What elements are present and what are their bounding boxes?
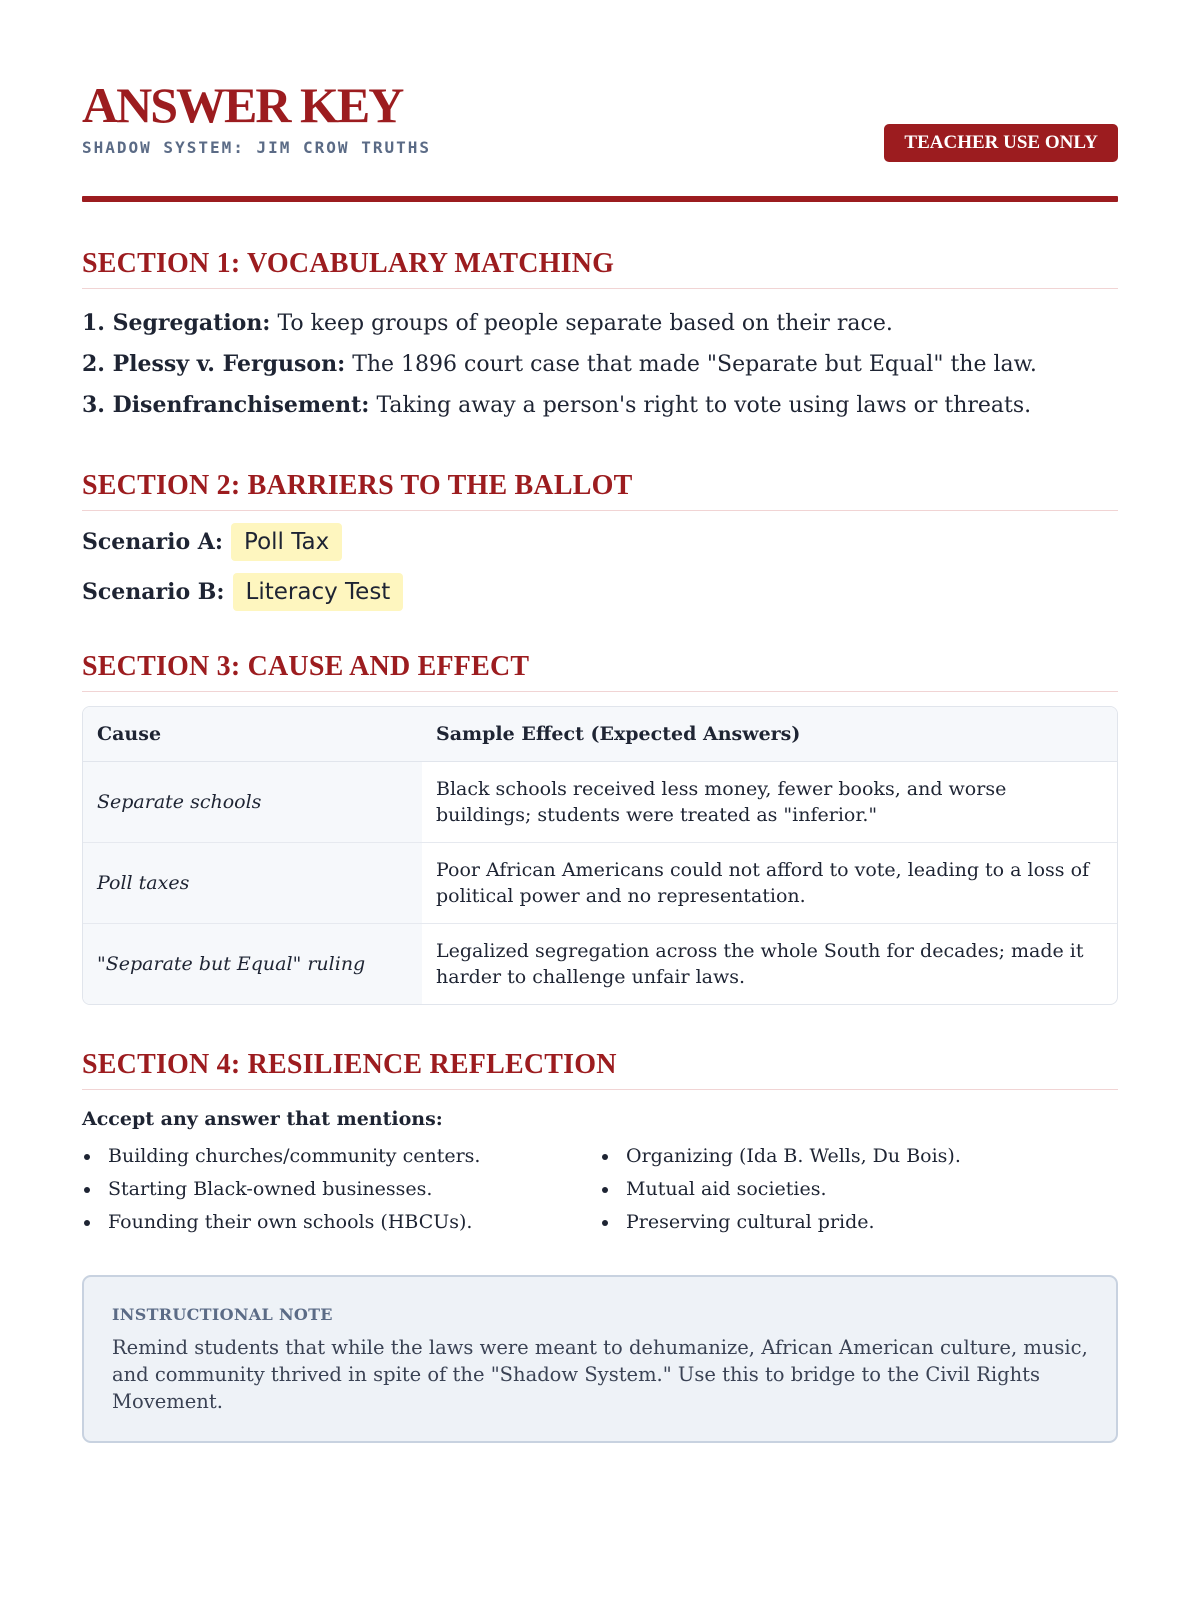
scenario-label: Scenario B: bbox=[82, 579, 225, 605]
section-2-title: SECTION 2: BARRIERS TO THE BALLOT bbox=[82, 470, 1118, 511]
page-title: ANSWER KEY bbox=[82, 77, 403, 133]
list-item: Organizing (Ida B. Wells, Du Bois). bbox=[600, 1140, 1118, 1173]
note-title: INSTRUCTIONAL NOTE bbox=[112, 1305, 333, 1324]
bullet-column-right bbox=[600, 1140, 1118, 1239]
section-3-title: SECTION 3: CAUSE AND EFFECT bbox=[82, 651, 1118, 692]
effect-cell: Black schools received less money, fewer books, and worse buildings; students were treated as "inferior." bbox=[436, 778, 1007, 826]
list-item: Founding their own schools (HBCUs). bbox=[82, 1206, 600, 1239]
vocab-term: 1. Segregation: bbox=[82, 310, 271, 336]
vocab-item bbox=[82, 385, 1118, 426]
vocab-item bbox=[82, 344, 1118, 385]
list-item: Building churches/community centers. bbox=[82, 1140, 600, 1173]
list-item: Mutual aid societies. bbox=[600, 1173, 1118, 1206]
scenario-answer: Literacy Test bbox=[233, 573, 404, 611]
column-header-effect: Sample Effect (Expected Answers) bbox=[436, 723, 801, 745]
accept-intro: Accept any answer that mentions: bbox=[82, 1108, 443, 1130]
table-row bbox=[83, 924, 1117, 1004]
table-row bbox=[83, 843, 1117, 924]
list-item: Starting Black-owned businesses. bbox=[82, 1173, 600, 1206]
effect-cell: Poor African Americans could not afford to vote, leading to a loss of political power and no representation. bbox=[436, 859, 1090, 907]
page-subtitle: SHADOW SYSTEM: JIM CROW TRUTHS bbox=[82, 138, 431, 157]
instructional-note bbox=[82, 1275, 1118, 1443]
effect-cell: Legalized segregation across the whole South for decades; made it harder to challenge unfair laws. bbox=[436, 940, 1084, 988]
teacher-use-badge: TEACHER USE ONLY bbox=[884, 124, 1118, 162]
cause-cell: Poll taxes bbox=[83, 843, 422, 923]
bullet-column-left bbox=[82, 1140, 600, 1239]
vocab-definition: Taking away a person's right to vote using laws or threats. bbox=[376, 393, 1032, 418]
scenario-label: Scenario A: bbox=[82, 529, 224, 555]
resilience-bullets bbox=[82, 1140, 1118, 1239]
cause-cell: Separate schools bbox=[83, 762, 422, 842]
vocab-item bbox=[82, 303, 1118, 344]
cause-cell: "Separate but Equal" ruling bbox=[83, 924, 422, 1004]
table-header-row bbox=[83, 707, 1117, 762]
column-header-cause: Cause bbox=[97, 723, 162, 745]
vocab-definition: To keep groups of people separate based on their race. bbox=[277, 311, 893, 336]
scenario-a bbox=[82, 523, 1118, 561]
note-body: Remind students that while the laws were meant to dehumanize, African American culture, music, and community thrived in spite of the "Shadow System." Use this to bridge to the Civil Rights Movement. bbox=[112, 1336, 1088, 1413]
vocab-definition: The 1896 court case that made "Separate but Equal" the law. bbox=[352, 352, 1037, 377]
vocab-term: 2. Plessy v. Ferguson: bbox=[82, 351, 346, 377]
cause-effect-table bbox=[82, 706, 1118, 1005]
list-item: Preserving cultural pride. bbox=[600, 1206, 1118, 1239]
scenario-answer: Poll Tax bbox=[231, 523, 342, 561]
section-1-title: SECTION 1: VOCABULARY MATCHING bbox=[82, 248, 1118, 289]
header-divider bbox=[82, 196, 1118, 202]
table-row bbox=[83, 762, 1117, 843]
page-header bbox=[82, 0, 1118, 192]
vocab-list bbox=[82, 303, 1118, 426]
section-4-title: SECTION 4: RESILIENCE REFLECTION bbox=[82, 1049, 1118, 1090]
scenario-b bbox=[82, 573, 1118, 611]
vocab-term: 3. Disenfranchisement: bbox=[82, 392, 370, 418]
